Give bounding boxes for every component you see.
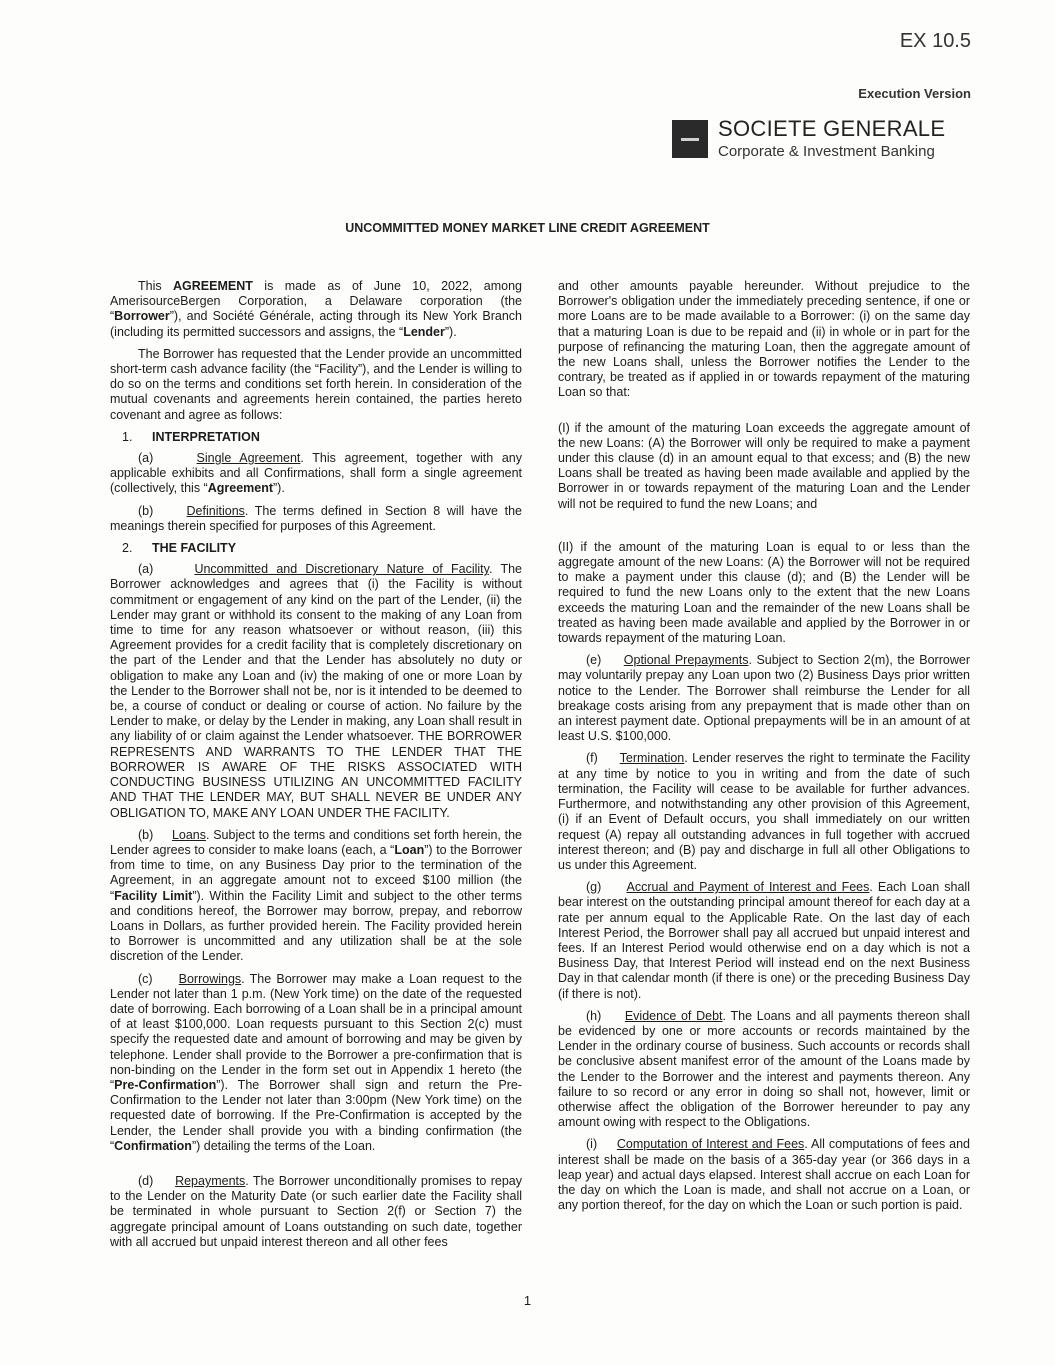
recital-paragraph: The Borrower has requested that the Lender provide an uncommitted short-term cash advance facility (the “Facility”), and the Lender is willing to do so on the terms and conditions set forth herein. In consideration of the mutual covenants and agreements herein contained, the parties hereto covenant and agree as follows: [110, 346, 522, 422]
clause-2d-subclause-ii: (II) if the amount of the maturing Loan is equal to or less than the aggregate amount of the new Loans: (A) the Borrower will not be required to make a payment under this clause (d); and (B) the Lender will be required to fund the new Loans only to the extent that the new Loans exceeds the maturing Loan and the remainder of the new Loans shall be treated as having been made available and applied by the Borrower in or towards repayment of the maturing Loan. [558, 539, 970, 646]
clause-2i: (i) Computation of Interest and Fees. All computations of fees and interest shall be made on the basis of a 365-day year (or 366 days in a leap year) and actual days elapsed. Interest shall accrue on each Loan for the day on which the Loan is made, and shall not accrue on a Loan, or any portion thereof, for the day on which the Loan or such portion is paid. [558, 1137, 970, 1213]
execution-version-label: Execution Version [858, 86, 971, 101]
section-heading-facility: 2. THE FACILITY [122, 541, 237, 556]
clause-2d-continued: and other amounts payable hereunder. Without prejudice to the Borrower's obligation under the immediately preceding sentence, if one or more Loans are to be made available to a Borrower: (i) on the same day that a maturing Loan is due to be repaid and (ii) in whole or in part for the purpose of refinancing the maturing Loan, then the aggregate amount of the new Loans shall, unless the Borrower notifies the Lender to the contrary, be treated as if applied in or towards repayment of the maturing Loan so that: [558, 279, 970, 400]
right-column [558, 279, 970, 1220]
document-title: UNCOMMITTED MONEY MARKET LINE CREDIT AGREEMENT [345, 221, 710, 235]
clause-2g: (g) Accrual and Payment of Interest and Fees. Each Loan shall bear interest on the outstanding principal amount thereof for each day at a rate per annum equal to the Applicable Rate. On the last day of each Interest Period, the Borrower shall pay all accrued but unpaid interest and fees. If an Interest Period would otherwise end on a day which is not a Business Day, that Interest Period will instead end on the next Business Day in that calendar month (if there is one) or the preceding Business Day (if there is not). [558, 880, 970, 1001]
clause-2d: (d) Repayments. The Borrower unconditionally promises to repay to the Lender on the Maturity Date (or such earlier date the Facility shall be terminated in whole pursuant to Section 2(f) or Section 7) the aggregate principal amount of Loans outstanding on such date, together with all accrued but unpaid interest thereon and all other fees [110, 1173, 522, 1249]
page-number: 1 [523, 1293, 532, 1308]
clause-2b: (b) Loans. Subject to the terms and conditions set forth herein, the Lender agrees to consider to make loans (each, a “Loan”) to the Borrower from time to time, on any Business Day prior to the termination of the Agreement, in an aggregate amount not to exceed $100 million (the “Facility Limit”). Within the Facility Limit and subject to the other terms and conditions hereof, the Borrower may borrow, prepay, and reborrow Loans in Dollars, as further provided herein. The Facility provided herein to Borrower is uncommitted and any utilization shall be at the sole discretion of the Lender. [110, 827, 523, 964]
clause-2a: (a) Uncommitted and Discretionary Nature of Facility. The Borrower acknowledges and agrees that (i) the Facility is without commitment or engagement of any kind on the part of the Lender, (ii) the Lender may grant or withhold its consent to the making of any Loan from time to time for any reason whatsoever or without reason, (iii) this Agreement provides for a credit facility that is completely discretionary on the part of the Lender and that the Lender has absolutely no duty or obligation to make any Loan and (iv) the making of one or more Loan by the Lender to the Borrower shall not be, nor is it intended to be deemed to be, a course of conduct or dealing or course of action. No failure by the Lender to make, or delay by the Lender in making, any Loan shall result in any liability of or claim against the Lender whatsoever. THE BORROWER REPRESENTS AND WARRANTS TO THE LENDER THAT THE BORROWER IS AWARE OF THE RISKS ASSOCIATED WITH CONDUCTING BUSINESS UTILIZING AN UNCOMMITTED FACILITY AND THAT THE LENDER MAY, BUT SHALL NEVER BE UNDER ANY OBLIGATION TO, MAKE ANY LOAN UNDER THE FACILITY. [110, 562, 522, 820]
clause-2f: (f) Termination. Lender reserves the right to terminate the Facility at any time by notice to you in writing and from the date of such termination, the Facility will cease to be available for further advances. Furthermore, and notwithstanding any other provision of this Agreement, (i) if an Event of Default occurs, you shall immediately on our written request (A) repay all outstanding advances in full together with accrued interest thereon; and (B) pay and discharge in full all other Obligations to us under this Agreement. [558, 751, 970, 872]
clause-2c: (c) Borrowings. The Borrower may make a Loan request to the Lender not later than 1 p.m. (New York time) on the date of the requested date of borrowing. Each borrowing of a Loan shall be in a principal amount of at least $100,000. Loan requests pursuant to this Section 2(c) must specify the requested date and amount of borrowing and may be given by telephone. Lender shall provide to the Borrower a pre-confirmation that is non-binding on the Lender in the form set out in Appendix 1 hereto (the “Pre-Confirmation”). The Borrower shall sign and return the Pre-Confirmation to the Lender not later than 3:00pm (New York time) on the requested date of borrowing. If the Pre-Confirmation is accepted by the Lender, the Lender shall provide you with a binding confirmation (the “Confirmation”) detailing the terms of the Loan. [110, 971, 522, 1153]
logo-subtitle: Corporate & Investment Banking [718, 143, 935, 160]
clause-2h: (h) Evidence of Debt. The Loans and all payments thereon shall be evidenced by one or more accounts or records maintained by the Lender in the ordinary course of business. Such accounts or records shall be conclusive absent manifest error of the amount of the Loans made by the Lender to the Borrower and the interest and payments thereon. Any failure to so record or any error in doing so shall not, however, limit or otherwise affect the obligation of the Borrower hereunder to pay any amount owing with respect to the Obligations. [558, 1008, 971, 1130]
intro-paragraph: This AGREEMENT is made as of June 10, 2022, among AmerisourceBergen Corporation, a Delaware corporation (the “Borrower”), and Société Générale, acting through its New York Branch (including its permitted successors and assigns, the “Lender”). [110, 279, 522, 339]
societe-generale-logo [672, 118, 972, 160]
clause-1b: (b) Definitions. The terms defined in Section 8 will have the meanings therein specified for purposes of this Agreement. [110, 503, 522, 533]
logo-mark-icon [672, 120, 708, 158]
left-column [110, 279, 522, 1257]
logo-name: SOCIETE GENERALE [718, 116, 946, 141]
exhibit-number: EX 10.5 [899, 30, 971, 52]
clause-1a: (a) Single Agreement. This agreement, together with any applicable exhibits and all Confirmations, shall form a single agreement (collectively, this “Agreement”). [110, 451, 522, 496]
section-heading-interpretation: 1. INTERPRETATION [122, 429, 260, 444]
clause-2e: (e) Optional Prepayments. Subject to Section 2(m), the Borrower may voluntarily prepay any Loan upon two (2) Business Days prior written notice to the Lender. The Borrower shall reimburse the Lender for all breakage costs arising from any prepayment that is made other than on an interest payment date. Optional prepayments will be in an amount of at least U.S. $100,000. [558, 653, 970, 744]
clause-2d-subclause-i: (I) if the amount of the maturing Loan exceeds the aggregate amount of the new Loans: (A) the Borrower will only be required to make a payment under this clause (d) in an amount equal to that excess; and (B) the new Loans shall be treated as having been made available and applied by the Borrower in or towards repayment of the maturing Loan and the Lender will not be required to fund the new Loans; and [558, 420, 970, 511]
